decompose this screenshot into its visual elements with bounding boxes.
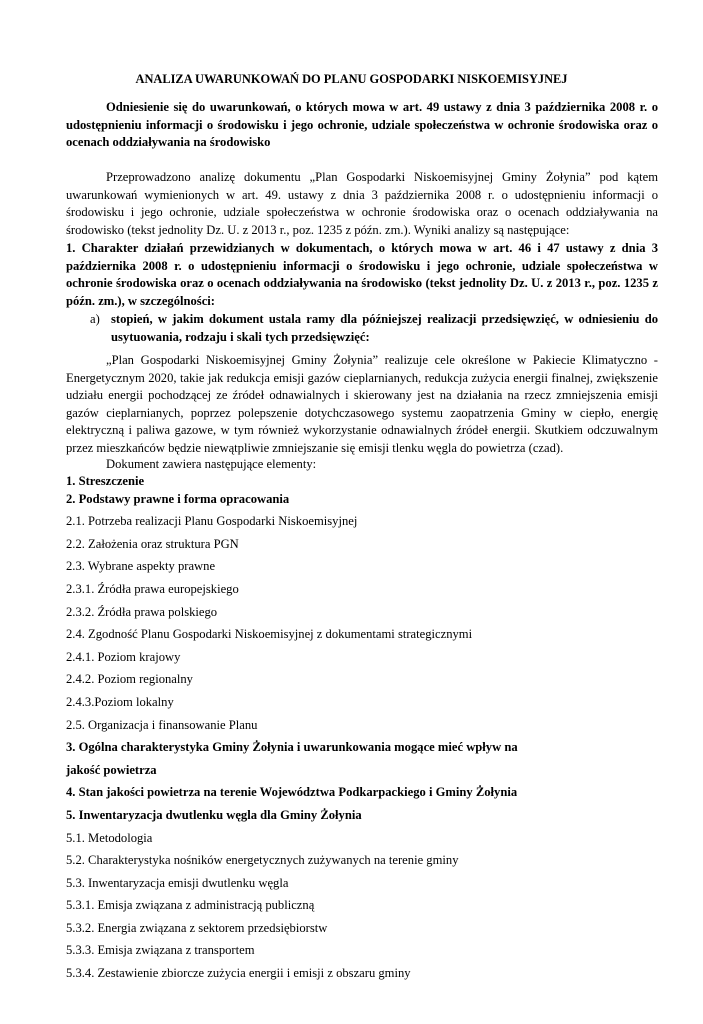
toc-item: 2.4.3.Poziom lokalny	[66, 694, 174, 709]
toc-item: 2.4.1. Poziom krajowy	[66, 649, 181, 664]
toc-item: 3. Ogólna charakterystyka Gminy Żołynia i uwarunkowania mogące mieć wpływ na	[66, 740, 518, 755]
toc-item: 2.5. Organizacja i finansowanie Planu	[66, 717, 258, 732]
toc-item: 5.3.4. Zestawienie zbiorcze zużycia energii i emisji z obszaru gminy	[66, 966, 411, 981]
toc-item: 2.2. Założenia oraz struktura PGN	[66, 536, 239, 551]
toc-item: 5.3.3. Emisja związana z transportem	[66, 943, 255, 958]
toc-item: 2.3. Wybrane aspekty prawne	[66, 559, 216, 574]
intro-heading: Odniesienie się do uwarunkowań, o których mowa w art. 49 ustawy z dnia 3 października 2008 r. o udostępnieniu informacji o środowisku i jego ochronie, udziale społeczeństwa w ochronie środowiska oraz o ocenach oddziaływania na środowisko	[66, 100, 658, 150]
toc-item: 2.4. Zgodność Planu Gospodarki Niskoemisyjnej z dokumentami strategicznymi	[66, 627, 473, 642]
subitem-text: stopień, w jakim dokument ustala ramy dla późniejszej realizacji przedsięwzięć, w odniesieniu do usytuowania, rodzaju i skali tych przedsięwzięć:	[111, 312, 658, 344]
toc-item: 5.3.1. Emisja związana z administracją publiczną	[66, 898, 315, 913]
elements-intro: Dokument zawiera następujące elementy:	[106, 457, 317, 471]
toc-item: 5. Inwentaryzacja dwutlenku węgla dla Gminy Żołynia	[66, 807, 362, 822]
toc-item: 5.3. Inwentaryzacja emisji dwutlenku węgla	[66, 875, 289, 890]
toc-item: jakość powietrza	[66, 762, 157, 777]
toc-item: 2.4.2. Poziom regionalny	[66, 672, 193, 687]
table-of-contents	[66, 473, 666, 988]
section-1-heading: 1. Charakter działań przewidzianych w dokumentach, o których mowa w art. 46 i 47 ustawy z dnia 3 października 2008 r. o udostępnieniu informacji o środowisku i jego ochronie, udziale społeczeństwa w ochronie środowiska oraz o ocenach oddziaływania na środowisko (tekst jednolity Dz. U. z 2013 r., poz. 1235 z późn. zm.), w szczególności:	[66, 241, 658, 308]
toc-item: 2. Podstawy prawne i forma opracowania	[66, 491, 290, 506]
document-title: ANALIZA UWARUNKOWAŃ DO PLANU GOSPODARKI NISKOEMISYJNEJ	[135, 72, 568, 86]
subitem-marker: a)	[90, 312, 100, 326]
toc-item: 1. Streszczenie	[66, 474, 145, 488]
subitem-a	[90, 311, 658, 346]
intro-paragraph: Przeprowadzono analizę dokumentu „Plan Gospodarki Niskoemisyjnej Gminy Żołynia” pod kątem uwarunkowań wymienionych w art. 49. ustawy z dnia 3 października 2008 r. o udostępnieniu informacji o środowisku i jego ochronie, udziale społeczeństwa w ochronie środowiska oraz o ocenach oddziaływania na środowisko (tekst jednolity Dz. U. z 2013 r., poz. 1235 z późn. zm.). Wyniki analizy są następujące:	[66, 170, 658, 237]
toc-item: 4. Stan jakości powietrza na terenie Województwa Podkarpackiego i Gminy Żołynia	[66, 785, 518, 800]
toc-item: 5.1. Metodologia	[66, 830, 153, 845]
toc-item: 2.1. Potrzeba realizacji Planu Gospodarki Niskoemisyjnej	[66, 514, 358, 529]
toc-item: 5.3.2. Energia związana z sektorem przedsiębiorstw	[66, 920, 328, 935]
toc-item: 5.2. Charakterystyka nośników energetycznych zużywanych na terenie gminy	[66, 853, 459, 868]
toc-item: 2.3.1. Źródła prawa europejskiego	[66, 581, 239, 596]
subitem-paragraph: „Plan Gospodarki Niskoemisyjnej Gminy Żołynia” realizuje cele określone w Pakiecie Klimatyczno - Energetycznym 2020, takie jak redukcja emisji gazów cieplarnianych, redukcja zużycia energii finalnej, zwiększenie udziału energii pochodzącej ze źródeł odnawialnych i skierowany jest na działania na rzecz zmniejszenia emisji gazów cieplarnianych, poprzez polepszenie dotychczasowego systemu zaopatrzenia Gminy w ciepło, energię elektryczną i paliwa gazowe, w tym również wykorzystanie odnawialnych źródeł energii. Skutkiem odczuwalnym przez mieszkańców będzie niewątpliwie zmniejszanie się emisji tlenku węgla do powietrza (czad).	[66, 353, 658, 455]
toc-item: 2.3.2. Źródła prawa polskiego	[66, 604, 218, 619]
